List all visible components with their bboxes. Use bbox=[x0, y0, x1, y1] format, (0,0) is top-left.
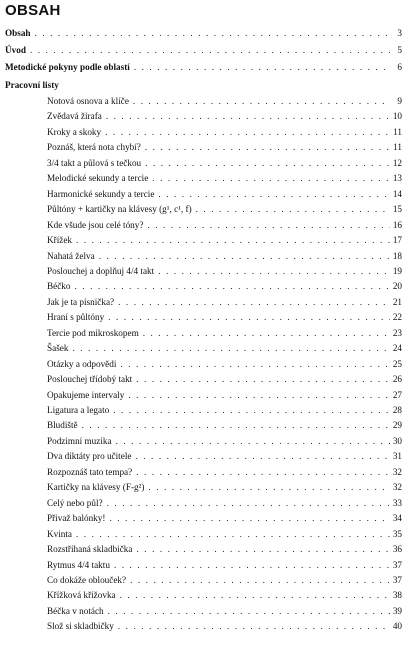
page-number: 26 bbox=[392, 374, 402, 385]
toc-worksheet-entry bbox=[47, 96, 402, 106]
page-number: 19 bbox=[392, 265, 402, 276]
toc-worksheet-entry bbox=[47, 189, 402, 199]
page-number: 40 bbox=[392, 621, 402, 632]
page-number: 14 bbox=[392, 188, 402, 199]
entry-title: Ligatura a legato bbox=[47, 405, 110, 415]
toc-worksheet-entry bbox=[47, 467, 402, 477]
toc-worksheet-entry bbox=[47, 451, 402, 461]
entry-title: Dva diktáty pro učitele bbox=[47, 451, 132, 462]
page-number: 21 bbox=[392, 296, 402, 307]
dot-leader bbox=[72, 343, 390, 353]
dot-leader bbox=[120, 590, 390, 600]
page-number: 35 bbox=[392, 528, 402, 539]
page-number: 3 bbox=[397, 28, 402, 38]
entry-title: Rytmus 4/4 taktu bbox=[47, 559, 110, 570]
page-number: 39 bbox=[392, 605, 402, 616]
dot-leader bbox=[76, 235, 390, 245]
dot-leader bbox=[118, 621, 390, 631]
entry-title: Zvědavá žirafa bbox=[47, 111, 102, 122]
toc-worksheet-entry bbox=[47, 374, 402, 384]
dot-leader bbox=[145, 158, 390, 168]
entry-title: Půltóny + kartičky na klávesy (g¹, c¹, f) bbox=[47, 204, 192, 215]
entry-title: Rozstříhaná skladbička bbox=[47, 544, 133, 555]
dot-leader bbox=[120, 359, 390, 369]
dot-leader bbox=[107, 498, 390, 508]
toc-worksheet-entry bbox=[47, 251, 402, 261]
entry-title: Úvod bbox=[5, 45, 26, 55]
entry-title: Tercie pod mikroskopem bbox=[47, 327, 139, 338]
entry-title: Kvinta bbox=[47, 528, 73, 539]
dot-leader bbox=[147, 220, 390, 230]
entry-title: Podzimní muzika bbox=[47, 435, 112, 446]
page-number: 15 bbox=[392, 204, 402, 215]
page-number: 6 bbox=[397, 62, 402, 72]
page-number: 11 bbox=[393, 142, 402, 153]
toc-worksheet-entry bbox=[47, 111, 402, 121]
page-number: 29 bbox=[392, 420, 402, 431]
dot-leader bbox=[114, 560, 390, 570]
page-number: 31 bbox=[392, 451, 402, 462]
page-number: 18 bbox=[392, 250, 402, 261]
page-number: 13 bbox=[392, 173, 402, 184]
toc-main-entry bbox=[5, 28, 402, 38]
section-heading: Pracovní listy bbox=[5, 80, 59, 90]
dot-leader bbox=[196, 204, 390, 214]
toc-worksheet-entry bbox=[47, 544, 402, 554]
dot-leader bbox=[106, 111, 390, 121]
dot-leader bbox=[158, 266, 390, 276]
toc-worksheet-entry bbox=[47, 420, 402, 430]
entry-title: Harmonické sekundy a tercie bbox=[47, 188, 155, 199]
entry-title: Bludiště bbox=[47, 420, 78, 431]
page-number: 24 bbox=[392, 343, 402, 354]
entry-title: Rozpoznáš tato tempa? bbox=[47, 466, 133, 477]
dot-leader bbox=[105, 127, 390, 137]
toc-worksheet-entry bbox=[47, 560, 402, 570]
page-number: 22 bbox=[392, 312, 402, 323]
dot-leader bbox=[136, 544, 390, 554]
dot-leader bbox=[136, 467, 390, 477]
toc-worksheet-entry bbox=[47, 359, 402, 369]
toc-worksheet-entry bbox=[47, 482, 402, 492]
dot-leader bbox=[108, 312, 390, 322]
dot-leader bbox=[158, 189, 390, 199]
toc-worksheet-entry bbox=[47, 328, 402, 338]
toc-worksheet-entry bbox=[47, 204, 402, 214]
page-number: 10 bbox=[392, 111, 402, 122]
entry-title: Kde všude jsou celé tóny? bbox=[47, 219, 144, 230]
toc-worksheet-entry bbox=[47, 173, 402, 183]
toc-worksheet-entry bbox=[47, 220, 402, 230]
entry-title: Melodické sekundy a tercie bbox=[47, 173, 149, 184]
page-number: 25 bbox=[392, 358, 402, 369]
toc-worksheet-entry bbox=[47, 390, 402, 400]
entry-title: Kartičky na klávesy (F-g²) bbox=[47, 482, 145, 493]
toc-worksheet-entry bbox=[47, 590, 402, 600]
entry-title: Křížek bbox=[47, 235, 72, 246]
page-number: 32 bbox=[392, 482, 402, 493]
entry-title: Nahatá želva bbox=[47, 250, 95, 261]
entry-title: Otázky a odpovědi bbox=[47, 358, 117, 369]
toc-worksheet-entry bbox=[47, 312, 402, 322]
page-title: OBSAH bbox=[5, 2, 61, 19]
page-number: 28 bbox=[392, 405, 402, 415]
dot-leader bbox=[74, 281, 390, 291]
page-number: 20 bbox=[392, 281, 402, 292]
dot-leader bbox=[35, 28, 390, 38]
dot-leader bbox=[135, 451, 390, 461]
page-number: 16 bbox=[392, 219, 402, 230]
dot-leader bbox=[128, 390, 390, 400]
entry-title: Přivaž balónky! bbox=[47, 513, 106, 524]
dot-leader bbox=[30, 45, 390, 55]
toc-worksheet-entry bbox=[47, 436, 402, 446]
dot-leader bbox=[145, 142, 390, 152]
toc-worksheet-entry bbox=[47, 621, 402, 631]
entry-title: Béčka v notách bbox=[47, 605, 104, 616]
page-number: 34 bbox=[392, 513, 402, 524]
toc-worksheet-entry bbox=[47, 281, 402, 291]
entry-title: Šašek bbox=[47, 343, 69, 354]
toc-worksheet-entry bbox=[47, 235, 402, 245]
page-number: 23 bbox=[392, 327, 402, 338]
dot-leader bbox=[116, 436, 390, 446]
dot-leader bbox=[148, 482, 390, 492]
dot-leader bbox=[118, 297, 390, 307]
entry-title: Béčko bbox=[47, 281, 71, 292]
page-number: 30 bbox=[392, 435, 402, 446]
entry-title: Slož si skladbičky bbox=[47, 621, 114, 632]
page-number: 37 bbox=[392, 559, 402, 570]
dot-leader bbox=[113, 405, 390, 415]
dot-leader bbox=[108, 606, 390, 616]
dot-leader bbox=[152, 173, 390, 183]
dot-leader bbox=[76, 529, 390, 539]
toc-worksheet-entry bbox=[47, 158, 402, 168]
entry-title: Poznáš, která nota chybí? bbox=[47, 142, 141, 153]
entry-title: Co dokáže oblouček? bbox=[47, 574, 127, 585]
entry-title: 3/4 takt a půlová s tečkou bbox=[47, 157, 142, 168]
toc-worksheet-entry bbox=[47, 606, 402, 616]
entry-title: Jak je ta písnička? bbox=[47, 296, 115, 307]
toc-worksheet-entry bbox=[47, 405, 402, 415]
entry-title: Celý nebo půl? bbox=[47, 497, 103, 508]
page-number: 27 bbox=[392, 389, 402, 400]
toc-main-entry bbox=[5, 45, 402, 55]
entry-title: Obsah bbox=[5, 28, 31, 38]
page-number: 9 bbox=[397, 96, 402, 106]
toc-worksheet-entry bbox=[47, 266, 402, 276]
toc-main-entry bbox=[5, 62, 402, 72]
entry-title: Opakujeme intervaly bbox=[47, 389, 125, 400]
dot-leader bbox=[82, 420, 390, 430]
page-number: 17 bbox=[392, 235, 402, 246]
dot-leader bbox=[109, 513, 390, 523]
dot-leader bbox=[134, 62, 390, 72]
toc-worksheet-entry bbox=[47, 498, 402, 508]
toc-worksheet-entry bbox=[47, 529, 402, 539]
dot-leader bbox=[143, 328, 390, 338]
dot-leader bbox=[99, 251, 390, 261]
page-number: 12 bbox=[392, 157, 402, 168]
toc-worksheet-entry bbox=[47, 575, 402, 585]
dot-leader bbox=[133, 96, 390, 106]
page-number: 38 bbox=[392, 590, 402, 601]
page-number: 36 bbox=[392, 544, 402, 555]
page-number: 33 bbox=[392, 497, 402, 508]
dot-leader bbox=[136, 374, 390, 384]
page-number: 11 bbox=[393, 126, 402, 137]
toc-worksheet-entry bbox=[47, 513, 402, 523]
entry-title: Notová osnova a klíče bbox=[47, 96, 129, 106]
page-number: 5 bbox=[397, 45, 402, 55]
entry-title: Poslouchej a doplňuj 4/4 takt bbox=[47, 265, 155, 276]
entry-title: Křížková křížovka bbox=[47, 590, 116, 601]
entry-title: Hraní s půltóny bbox=[47, 312, 105, 323]
toc-worksheet-entry bbox=[47, 343, 402, 353]
entry-title: Poslouchej třídobý takt bbox=[47, 374, 133, 385]
toc-worksheet-entry bbox=[47, 127, 402, 137]
toc-worksheet-entry bbox=[47, 142, 402, 152]
dot-leader bbox=[130, 575, 390, 585]
entry-title: Metodické pokyny podle oblastí bbox=[5, 62, 130, 72]
entry-title: Kroky a skoky bbox=[47, 126, 102, 137]
toc-worksheet-entry bbox=[47, 297, 402, 307]
page-number: 32 bbox=[392, 466, 402, 477]
page-number: 37 bbox=[392, 574, 402, 585]
